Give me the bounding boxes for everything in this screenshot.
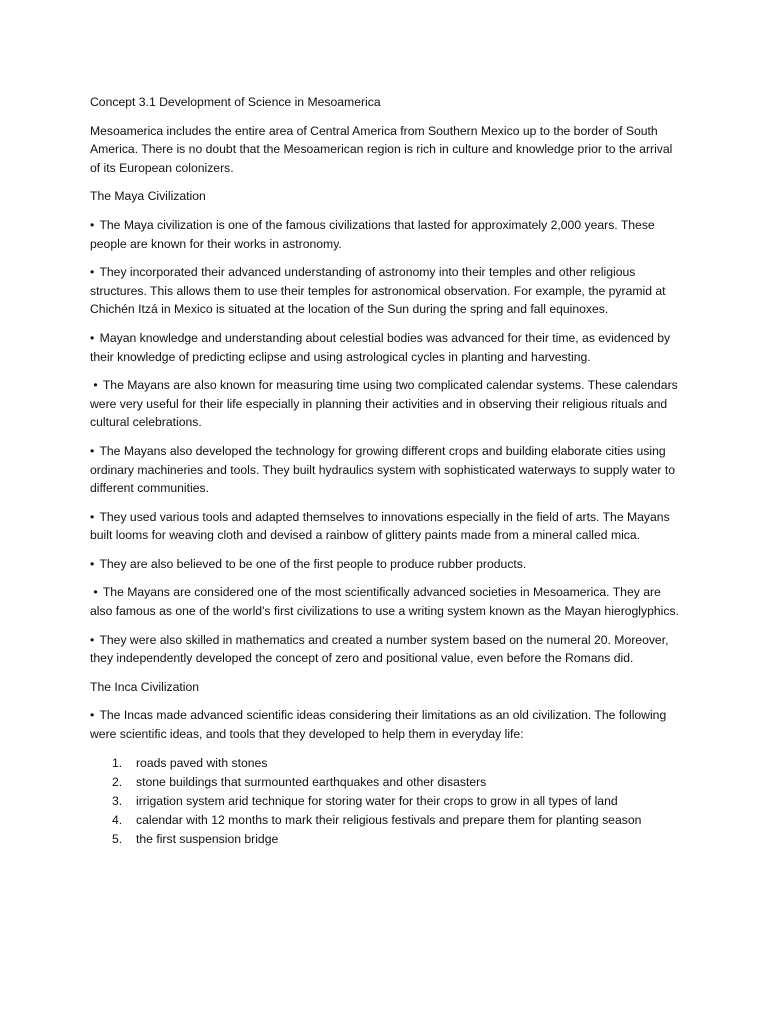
bullet-text: Mayan knowledge and understanding about celestial bodies was advanced for their time, as evidenced by their knowledge of predicting eclipse and using astrological cycles in planting and harvesting. [90, 330, 671, 364]
list-number: 4. [112, 812, 123, 827]
bullet-text: The Mayans are considered one of the most scientifically advanced societies in Mesoamerica. They are also famous as one of the world's first civilizations to use a writing system known as the Mayan hieroglyphics. [90, 585, 679, 619]
inca-intro [90, 706, 680, 743]
bullet-text: They incorporated their advanced understanding of astronomy into their temples and other religious structures. This allows them to use their temples for astronomical observation. For example, the pyramid at Chichén Itzá in Mexico is situated at the location of the Sun during the spring and fall equinoxes. [90, 265, 666, 317]
list-item-text: stone buildings that surmounted earthquakes and other disasters [136, 774, 487, 789]
list-number: 1. [112, 755, 123, 770]
maya-bullet-2 [90, 263, 680, 319]
maya-bullet-6 [90, 508, 680, 545]
bullet-icon: • [90, 217, 95, 232]
maya-bullet-8 [90, 583, 680, 620]
list-item [90, 754, 680, 773]
list-item-text: irrigation system arid technique for storing water for their crops to grow in all types of land [136, 793, 618, 808]
bullet-icon: • [93, 585, 98, 600]
bullet-icon: • [90, 632, 95, 647]
intro-paragraph: Mesoamerica includes the entire area of Central America from Southern Mexico up to the border of South America. There is no doubt that the Mesoamerican region is rich in culture and knowledge prior to the arrival of its European colonizers. [90, 123, 673, 175]
list-number: 5. [112, 831, 123, 846]
bullet-icon: • [90, 443, 95, 458]
maya-bullet-7 [90, 555, 680, 574]
bullet-text: The Mayans are also known for measuring time using two complicated calendar systems. These calendars were very useful for their life especially in planning their activities and in observing their religious rituals and cultural celebrations. [90, 378, 678, 430]
bullet-icon: • [93, 378, 98, 393]
maya-bullet-3 [90, 329, 680, 366]
bullet-icon: • [90, 330, 95, 345]
inca-numbered-list [90, 754, 680, 849]
bullet-icon: • [90, 556, 95, 571]
list-item [90, 830, 680, 849]
bullet-text: They are also believed to be one of the first people to produce rubber products. [99, 556, 527, 571]
list-item [90, 773, 680, 792]
maya-bullet-5 [90, 442, 680, 498]
bullet-text: The Mayans also developed the technology for growing different crops and building elaborate cities using ordinary machineries and tools. They built hydraulics system with sophisticated waterways to supply water to different communities. [90, 443, 676, 496]
list-item-text: calendar with 12 months to mark their religious festivals and prepare them for planting season [136, 812, 642, 827]
bullet-icon: • [90, 509, 95, 524]
document-title: Concept 3.1 Development of Science in Mesoamerica [90, 95, 381, 109]
bullet-text: The Incas made advanced scientific ideas considering their limitations as an old civilization. The following were scientific ideas, and tools that they developed to help them in everyday life: [90, 708, 667, 742]
bullet-text: The Maya civilization is one of the famous civilizations that lasted for approximately 2,000 years. These people are known for their works in astronomy. [90, 217, 655, 251]
maya-bullet-4 [90, 376, 680, 432]
bullet-icon: • [90, 265, 95, 280]
list-number: 2. [112, 774, 123, 789]
list-item-text: roads paved with stones [136, 755, 268, 770]
bullet-text: They were also skilled in mathematics and created a number system based on the numeral 20. Moreover, they independently developed the concept of zero and positional value, even before the Romans did. [90, 632, 669, 666]
bullet-icon: • [90, 708, 95, 723]
list-item-text: the first suspension bridge [136, 831, 279, 846]
inca-heading: The Inca Civilization [90, 679, 200, 694]
list-item [90, 811, 680, 830]
maya-heading: The Maya Civilization [90, 189, 206, 204]
list-number: 3. [112, 793, 123, 808]
document-page [90, 93, 680, 849]
list-item [90, 792, 680, 811]
bullet-text: They used various tools and adapted themselves to innovations especially in the field of arts. The Mayans built looms for weaving cloth and devised a rainbow of glittery paints made from a mineral called mica. [90, 509, 670, 543]
maya-bullet-9 [90, 631, 680, 668]
maya-bullet-1 [90, 216, 680, 253]
